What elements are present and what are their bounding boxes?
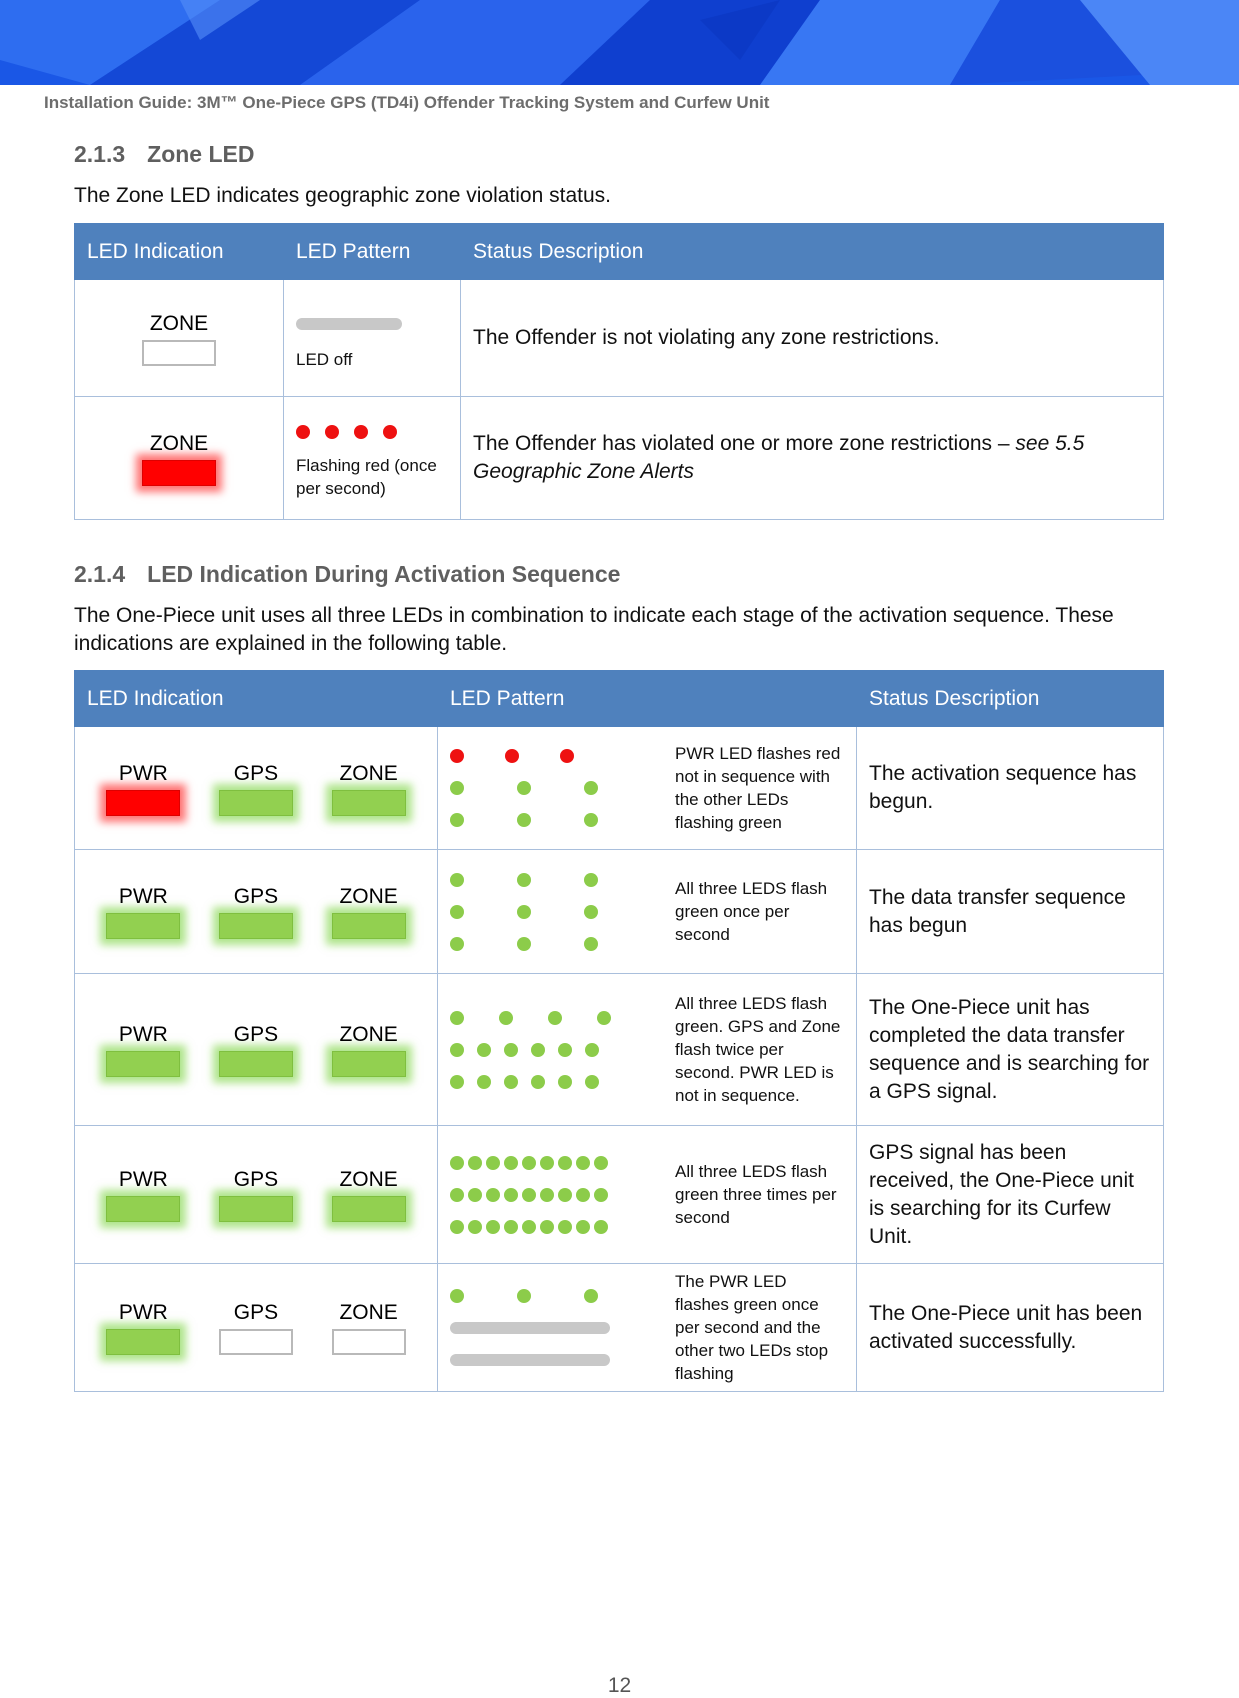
pwr-led <box>106 913 180 939</box>
led-label: ZONE <box>339 761 398 785</box>
flash-dot <box>584 1289 598 1303</box>
led-indicator <box>142 340 216 366</box>
flash-dot <box>517 937 531 951</box>
led-off-bar <box>450 1354 610 1366</box>
status-description: The data transfer sequence has begun <box>869 885 1126 937</box>
flash-dot <box>486 1220 500 1234</box>
pattern-note: All three LEDS flash green. GPS and Zone flash twice per second. PWR LED is not in sequence. <box>675 994 841 1105</box>
flash-dot <box>505 749 519 763</box>
flash-dot <box>517 905 531 919</box>
led-indicator <box>142 460 216 486</box>
gps-led <box>219 1196 293 1222</box>
section-intro: The One-Piece unit uses all three LEDs in combination to indicate each stage of the activation sequence. These indications are explained in the following table. <box>74 604 1114 655</box>
zone-led <box>332 790 406 816</box>
led-group <box>87 1022 425 1077</box>
flash-dot <box>504 1220 518 1234</box>
section-heading-activation <box>74 561 620 588</box>
pattern-note: All three LEDS flash green once per second <box>675 879 828 944</box>
led-label: ZONE <box>149 431 209 455</box>
flash-dot <box>540 1156 554 1170</box>
led-label: ZONE <box>339 885 398 908</box>
flash-pattern <box>450 1147 675 1243</box>
flash-dot <box>597 1011 611 1025</box>
flash-dot <box>531 1075 545 1089</box>
led-label: GPS <box>233 885 279 908</box>
pwr-led <box>106 1196 180 1222</box>
flash-dot <box>558 1220 572 1234</box>
gps-led <box>219 913 293 939</box>
column-header: Status Description <box>857 671 1164 727</box>
section-title: Zone LED <box>147 141 255 167</box>
led-label: ZONE <box>149 311 209 335</box>
gps-led <box>219 790 293 816</box>
description-text: The Offender has violated one or more zone restrictions – <box>473 432 1016 455</box>
status-description <box>473 430 1151 486</box>
pattern-note: PWR LED flashes red not in sequence with the other LEDs flashing green <box>675 744 841 832</box>
table-row <box>75 397 1164 520</box>
pattern-note: All three LEDS flash green three times per second <box>675 1162 837 1227</box>
flash-dot <box>584 873 598 887</box>
cross-reference: see 5.5 Geographic Zone Alerts <box>473 432 1085 483</box>
section-number: 2.1.4 <box>74 561 126 587</box>
flash-dot <box>450 905 464 919</box>
flash-pattern <box>450 1280 675 1376</box>
status-description: The One-Piece unit has been activated successfully. <box>869 1301 1143 1353</box>
flash-dot <box>325 425 339 439</box>
flash-dot <box>477 1075 491 1089</box>
table-row <box>75 974 1164 1126</box>
flash-dot <box>517 781 531 795</box>
flash-dot <box>584 813 598 827</box>
gps-led <box>219 1051 293 1077</box>
flash-dot <box>522 1156 536 1170</box>
flash-dot <box>468 1156 482 1170</box>
flash-dot <box>522 1220 536 1234</box>
section-title: LED Indication During Activation Sequence <box>147 561 621 587</box>
flash-dot <box>450 873 464 887</box>
flash-dot <box>540 1188 554 1202</box>
led-group <box>87 884 425 939</box>
flash-pattern <box>450 1002 675 1098</box>
zone-led <box>332 1329 406 1355</box>
pattern-note: The PWR LED flashes green once per second and the other two LEDs stop flashing <box>675 1272 829 1383</box>
flash-dot <box>504 1075 518 1089</box>
flash-dot <box>450 937 464 951</box>
flash-dot <box>576 1188 590 1202</box>
table-row <box>75 727 1164 850</box>
status-description: The Offender is not violating any zone restrictions. <box>473 326 940 349</box>
flash-dot <box>354 425 368 439</box>
led-label: GPS <box>233 1168 279 1191</box>
flash-dot <box>594 1188 608 1202</box>
flash-dot <box>450 781 464 795</box>
pattern-note: LED off <box>296 349 353 369</box>
section-number: 2.1.3 <box>74 141 126 167</box>
zone-led-red <box>134 431 224 486</box>
column-header: LED Indication <box>75 671 438 727</box>
section-heading-zone-led <box>74 141 255 168</box>
header-banner <box>0 0 1239 85</box>
table-row <box>75 1126 1164 1264</box>
flash-dot <box>450 813 464 827</box>
flash-dot <box>468 1220 482 1234</box>
table-row <box>75 850 1164 974</box>
flash-dot <box>594 1220 608 1234</box>
flash-dot <box>585 1043 599 1057</box>
led-label: PWR <box>118 885 168 908</box>
flash-pattern <box>450 864 675 960</box>
led-label: PWR <box>118 1301 168 1324</box>
flash-dot <box>450 1075 464 1089</box>
led-label: ZONE <box>339 1168 398 1191</box>
led-off-bar <box>450 1322 610 1334</box>
flash-dot <box>450 1011 464 1025</box>
section-intro: The Zone LED indicates geographic zone violation status. <box>74 184 611 207</box>
flash-dot <box>468 1188 482 1202</box>
zone-led-table <box>74 223 1164 520</box>
flash-dot <box>584 937 598 951</box>
flash-dot <box>585 1075 599 1089</box>
flash-dot <box>576 1156 590 1170</box>
status-description: The activation sequence has begun. <box>869 762 1137 813</box>
led-label: PWR <box>118 761 168 785</box>
flash-pattern <box>296 416 448 448</box>
flash-dot <box>504 1188 518 1202</box>
flash-dot <box>450 749 464 763</box>
flash-dot <box>558 1043 572 1057</box>
flash-dot <box>517 1289 531 1303</box>
zone-led <box>332 913 406 939</box>
activation-led-table <box>74 670 1164 1392</box>
document-header: Installation Guide: 3M™ One-Piece GPS (TD4i) Offender Tracking System and Curfew Unit <box>44 93 770 112</box>
flash-dot <box>548 1011 562 1025</box>
column-header: LED Indication <box>75 224 284 280</box>
flash-dot <box>504 1156 518 1170</box>
flash-dot <box>594 1156 608 1170</box>
flash-dot <box>517 813 531 827</box>
led-label: GPS <box>233 761 279 785</box>
flash-dot <box>576 1220 590 1234</box>
led-group <box>87 1167 425 1222</box>
flash-dot <box>558 1156 572 1170</box>
zone-led <box>332 1051 406 1077</box>
led-group <box>87 1300 425 1355</box>
flash-dot <box>504 1043 518 1057</box>
flash-dot <box>517 873 531 887</box>
flash-dot <box>540 1220 554 1234</box>
flash-dot <box>584 905 598 919</box>
flash-dot <box>486 1156 500 1170</box>
zone-led-off <box>134 311 224 366</box>
flash-dot <box>584 781 598 795</box>
table-row <box>75 280 1164 397</box>
flash-dot <box>477 1043 491 1057</box>
flash-pattern <box>450 740 675 836</box>
column-header: LED Pattern <box>438 671 857 727</box>
table-row <box>75 1264 1164 1392</box>
led-group <box>87 761 425 816</box>
flash-dot <box>450 1289 464 1303</box>
flash-dot <box>558 1075 572 1089</box>
led-label: GPS <box>233 1023 279 1046</box>
flash-dot <box>296 425 310 439</box>
flash-dot <box>499 1011 513 1025</box>
flash-dot <box>450 1156 464 1170</box>
status-description: GPS signal has been received, the One-Piece unit is searching for its Curfew Unit. <box>869 1140 1134 1248</box>
flash-dot <box>486 1188 500 1202</box>
led-label: PWR <box>118 1023 168 1046</box>
column-header: Status Description <box>461 224 1164 280</box>
pwr-led <box>106 1329 180 1355</box>
flash-dot <box>383 425 397 439</box>
led-off-bar <box>296 318 402 330</box>
flash-dot <box>450 1188 464 1202</box>
flash-dot <box>531 1043 545 1057</box>
flash-dot <box>560 749 574 763</box>
flash-dot <box>450 1220 464 1234</box>
zone-led <box>332 1196 406 1222</box>
pwr-led <box>106 1051 180 1077</box>
led-label: GPS <box>233 1301 279 1324</box>
flash-dot <box>522 1188 536 1202</box>
flash-dot <box>558 1188 572 1202</box>
gps-led <box>219 1329 293 1355</box>
column-header: LED Pattern <box>284 224 461 280</box>
pwr-led <box>106 790 180 816</box>
led-label: ZONE <box>339 1301 398 1324</box>
status-description: The One-Piece unit has completed the data transfer sequence and is searching for a GPS signal. <box>869 995 1150 1103</box>
flash-dot <box>450 1043 464 1057</box>
pattern-note: Flashing red (once per second) <box>296 456 437 498</box>
page-number: 12 <box>607 1674 632 1697</box>
led-label: ZONE <box>339 1023 398 1046</box>
led-label: PWR <box>118 1168 168 1191</box>
